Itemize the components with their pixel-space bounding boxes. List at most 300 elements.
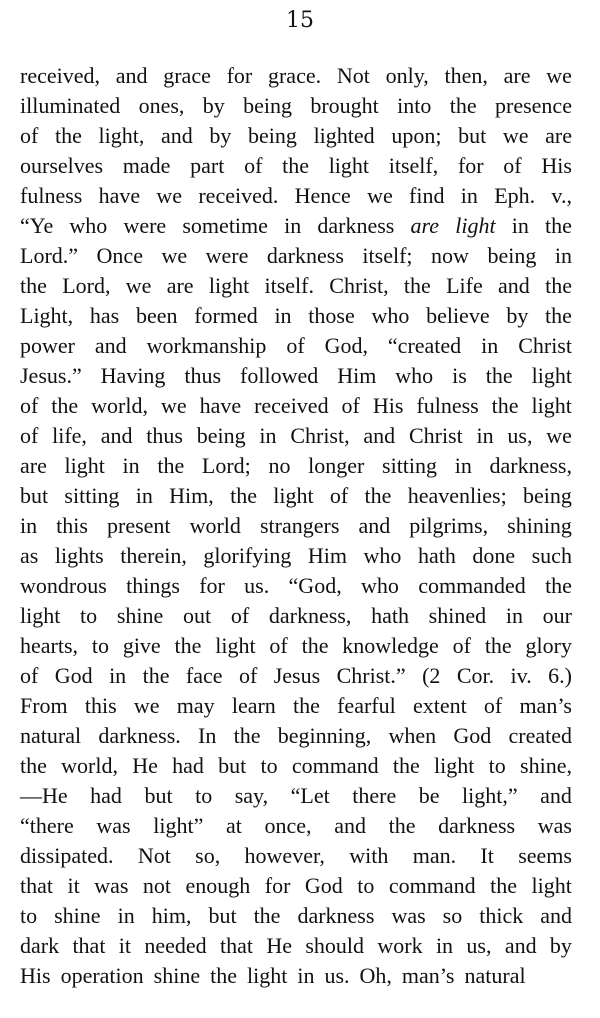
text-line	[20, 121, 572, 151]
word: the	[293, 693, 320, 718]
word: in	[297, 963, 315, 988]
word: are	[20, 453, 47, 478]
word: part	[190, 153, 225, 178]
word: extent	[412, 693, 467, 718]
word: man’s	[401, 963, 455, 988]
word: we	[546, 63, 572, 88]
word: of	[503, 153, 522, 178]
word: the	[491, 393, 519, 418]
word: received.	[198, 183, 279, 208]
word: Life	[446, 273, 483, 298]
word: it	[118, 933, 132, 958]
text-line	[20, 391, 572, 421]
word: power	[20, 333, 75, 358]
word: the	[54, 123, 82, 148]
word: once,	[264, 813, 312, 838]
word: command	[388, 873, 476, 898]
word: and	[94, 333, 127, 358]
word: us,	[466, 933, 492, 958]
word: operation	[60, 963, 144, 988]
word: darkness	[438, 813, 516, 838]
word: for	[226, 63, 253, 88]
word: to	[20, 903, 38, 928]
word: being	[487, 243, 537, 268]
word: the	[301, 633, 329, 658]
word: light	[531, 873, 572, 898]
word: Light,	[20, 303, 74, 328]
word: Lord.”	[20, 243, 79, 268]
word: in	[554, 243, 572, 268]
word: to	[260, 753, 278, 778]
word: light	[434, 753, 475, 778]
word: strangers	[259, 513, 340, 538]
word: Cor.	[456, 663, 495, 688]
word: and	[334, 813, 366, 838]
text-line	[20, 91, 572, 121]
word: world,	[91, 393, 148, 418]
word: so,	[195, 843, 221, 868]
word: Him	[337, 363, 377, 388]
word: Lord;	[201, 453, 251, 478]
word: upon;	[391, 123, 442, 148]
word: thick	[479, 903, 524, 928]
word: God,	[324, 333, 368, 358]
word: of	[452, 633, 471, 658]
word: Eph.	[494, 183, 536, 208]
word: grace	[163, 63, 211, 88]
word: and	[540, 783, 572, 808]
word: glorifying	[203, 543, 292, 568]
word: natural	[464, 963, 526, 988]
word: light	[247, 963, 288, 988]
word: those	[308, 303, 355, 328]
word: darkness.	[98, 723, 181, 748]
text-line	[20, 751, 572, 781]
word: the	[51, 393, 79, 418]
word: in	[460, 183, 478, 208]
text-line	[20, 271, 572, 301]
word: was	[96, 813, 131, 838]
word: man’s	[519, 693, 572, 718]
text-line	[20, 871, 572, 901]
text-line	[20, 241, 572, 271]
word: when	[388, 723, 437, 748]
word: world	[189, 513, 241, 538]
word: have	[98, 183, 141, 208]
text-line	[20, 151, 572, 181]
word: the	[174, 633, 202, 658]
word: “there	[20, 813, 74, 838]
word: fulness	[20, 183, 83, 208]
word: only,	[385, 63, 429, 88]
word: the	[545, 273, 572, 298]
word: heavenlies;	[407, 483, 507, 508]
text-line	[20, 451, 572, 481]
word: beginning,	[277, 723, 372, 748]
word: should	[305, 933, 365, 958]
word: In	[198, 723, 217, 748]
word: pilgrims,	[409, 513, 489, 538]
word: to	[357, 873, 375, 898]
word: were	[123, 213, 167, 238]
word: in	[435, 933, 454, 958]
word: it	[67, 873, 80, 898]
word: illuminated	[20, 93, 121, 118]
word: the	[449, 93, 477, 118]
word: we	[502, 123, 529, 148]
word: of	[20, 123, 39, 148]
text-line	[20, 631, 572, 661]
word: shine	[116, 603, 164, 628]
word: by	[549, 933, 572, 958]
word: light	[215, 633, 256, 658]
word: of	[329, 483, 349, 508]
word: in	[274, 303, 292, 328]
word: light	[64, 453, 105, 478]
word: have	[199, 393, 242, 418]
word: in	[135, 483, 153, 508]
word: lighted	[313, 123, 375, 148]
word: received	[254, 393, 329, 418]
word: Christ	[518, 333, 572, 358]
text-line	[20, 61, 572, 91]
word: His	[541, 153, 572, 178]
word: in	[476, 423, 494, 448]
word: was	[537, 813, 572, 838]
word: the	[20, 753, 47, 778]
word: and	[358, 513, 391, 538]
word: light,”	[462, 783, 518, 808]
word: him,	[151, 903, 192, 928]
text-line	[20, 421, 572, 451]
word: believe	[426, 303, 490, 328]
word: presence	[495, 93, 572, 118]
word: are	[545, 123, 572, 148]
word: no	[268, 453, 291, 478]
word: now	[431, 243, 469, 268]
word: in	[511, 213, 529, 238]
word: not	[142, 873, 172, 898]
word: the	[253, 903, 281, 928]
word: us.	[244, 573, 270, 598]
word: He	[266, 933, 292, 958]
word: us,	[507, 423, 533, 448]
word: but	[458, 123, 487, 148]
word: light,	[98, 123, 145, 148]
word: seems	[518, 843, 572, 868]
word: Christ.”	[336, 663, 406, 688]
word: ones,	[138, 93, 185, 118]
word: light	[20, 603, 61, 628]
word: thus	[146, 423, 183, 448]
word: has	[89, 303, 120, 328]
word: dissipated.	[20, 843, 114, 868]
word: learn	[231, 693, 276, 718]
text-line	[20, 301, 572, 331]
word: was	[391, 903, 426, 928]
word: light	[531, 363, 572, 388]
text-line	[20, 511, 572, 541]
word: Having	[100, 363, 166, 388]
word: and	[160, 123, 193, 148]
word: be	[418, 783, 440, 808]
word: in	[122, 453, 140, 478]
word: His	[372, 393, 404, 418]
text-line	[20, 331, 572, 361]
word: this	[56, 513, 88, 538]
word: for	[457, 153, 484, 178]
word: From	[20, 693, 68, 718]
word: life,	[52, 423, 87, 448]
word: for	[199, 573, 225, 598]
word: darkness,	[489, 453, 572, 478]
text-line	[20, 481, 572, 511]
word: face	[185, 663, 223, 688]
word: we	[367, 183, 393, 208]
word: been	[135, 303, 178, 328]
word: His	[20, 963, 51, 988]
text-line	[20, 901, 572, 931]
word: by	[202, 93, 225, 118]
word: shine	[54, 903, 101, 928]
word: needed	[144, 933, 207, 958]
word: the	[545, 303, 572, 328]
word: but	[208, 903, 237, 928]
word: who	[363, 543, 402, 568]
word: present	[107, 513, 171, 538]
word: who	[371, 303, 410, 328]
word: is	[452, 363, 467, 388]
word: done	[472, 543, 516, 568]
word: Lord,	[62, 273, 111, 298]
word: the	[388, 813, 416, 838]
word: shine	[153, 963, 201, 988]
word: to	[488, 753, 506, 778]
word: itself;	[362, 243, 413, 268]
word: workmanship	[146, 333, 267, 358]
word: the	[545, 573, 572, 598]
word: the	[210, 963, 237, 988]
word: were	[205, 243, 249, 268]
word: “created	[387, 333, 462, 358]
word: to	[80, 603, 98, 628]
word: Hence	[294, 183, 351, 208]
body-text	[20, 61, 572, 991]
word: the	[364, 483, 392, 508]
word: Once	[96, 243, 143, 268]
word: Christ,	[329, 273, 389, 298]
word: of	[20, 663, 39, 688]
word: into	[397, 93, 432, 118]
word: of	[341, 393, 360, 418]
word: world,	[61, 753, 118, 778]
word: commanded	[418, 573, 526, 598]
word: God	[304, 873, 343, 898]
word: light	[328, 153, 370, 178]
word: therein,	[120, 543, 187, 568]
word: enough	[185, 873, 251, 898]
word: in	[117, 903, 135, 928]
word: of	[230, 603, 250, 628]
word: iv.	[510, 663, 532, 688]
word: of	[20, 393, 39, 418]
word: glory	[525, 633, 572, 658]
word: the	[157, 453, 185, 478]
word: of	[269, 633, 288, 658]
word: the	[142, 663, 170, 688]
word: of	[483, 693, 503, 718]
word: of	[20, 423, 39, 448]
word: light	[208, 273, 250, 298]
text-line	[20, 961, 572, 991]
word: being	[248, 123, 297, 148]
word: things	[126, 573, 180, 598]
word: light”	[153, 813, 204, 838]
word: ourselves	[20, 153, 104, 178]
word: however,	[244, 843, 325, 868]
word: of	[238, 663, 258, 688]
word: but	[20, 483, 49, 508]
word: Not	[336, 63, 370, 88]
word: command	[291, 753, 379, 778]
word: being	[196, 423, 246, 448]
word: the	[282, 153, 309, 178]
text-line	[20, 601, 572, 631]
word: and	[498, 273, 530, 298]
word: with	[349, 843, 389, 868]
text-line	[20, 181, 572, 211]
text-line	[20, 931, 572, 961]
word: give	[122, 633, 161, 658]
word: fulness	[416, 393, 479, 418]
text-line	[20, 841, 572, 871]
word: of	[286, 333, 305, 358]
page-number: 15	[286, 8, 314, 33]
word: work	[377, 933, 423, 958]
word: we	[161, 243, 188, 268]
word: itself.	[264, 273, 314, 298]
word: the	[545, 213, 572, 238]
word: shine,	[520, 753, 572, 778]
word: (2	[422, 663, 441, 688]
word: sitting	[382, 453, 438, 478]
word: by	[506, 303, 529, 328]
word: itself,	[388, 153, 439, 178]
word: but	[144, 783, 173, 808]
word: created	[508, 723, 572, 748]
word: such	[531, 543, 572, 568]
word: was	[94, 873, 129, 898]
word: our	[542, 603, 572, 628]
word: the	[230, 483, 257, 508]
word: Oh,	[359, 963, 392, 988]
word: received,	[20, 63, 100, 88]
word: lights	[54, 543, 104, 568]
word: that	[72, 933, 106, 958]
word: darkness	[317, 213, 395, 238]
word: who	[395, 363, 434, 388]
word: darkness,	[268, 603, 352, 628]
word: at	[225, 813, 242, 838]
word: hearts,	[20, 633, 79, 658]
word: light	[273, 483, 314, 508]
word: grace.	[267, 63, 322, 88]
word: hath	[371, 603, 409, 628]
word: He	[132, 753, 158, 778]
word: in	[481, 333, 499, 358]
word: 6.)	[548, 663, 572, 688]
text-line	[20, 211, 572, 241]
word: who	[69, 213, 108, 238]
word: are	[166, 273, 194, 298]
word: we	[160, 393, 187, 418]
word: of	[244, 153, 263, 178]
word: in	[454, 453, 472, 478]
word: the	[485, 363, 513, 388]
text-line	[20, 691, 572, 721]
word: the	[484, 633, 512, 658]
word: fearful	[337, 693, 396, 718]
word: natural	[20, 723, 82, 748]
word: may	[176, 693, 215, 718]
word: Christ	[408, 423, 463, 448]
word: hath	[417, 543, 456, 568]
word: —He	[20, 783, 68, 808]
word: “Ye	[20, 213, 54, 238]
word: in	[259, 423, 277, 448]
word: followed	[240, 363, 319, 388]
word: the	[392, 753, 420, 778]
text-line	[20, 571, 572, 601]
word: shining	[507, 513, 572, 538]
text-line	[20, 721, 572, 751]
word: out	[183, 603, 212, 628]
word: Jesus	[273, 663, 321, 688]
text-line	[20, 781, 572, 811]
word: in	[284, 213, 302, 238]
word: had	[172, 753, 204, 778]
word: Him,	[169, 483, 214, 508]
word: shined	[428, 603, 487, 628]
word: the	[403, 273, 431, 298]
word: v.,	[551, 183, 572, 208]
word: knowledge	[342, 633, 439, 658]
word: darkness	[297, 903, 375, 928]
word: us.	[324, 963, 350, 988]
word: dark	[20, 933, 60, 958]
word: in	[109, 663, 127, 688]
word: find	[409, 183, 445, 208]
word: thus	[184, 363, 222, 388]
word: are	[410, 213, 440, 238]
word: that	[20, 873, 53, 898]
word: Jesus.”	[20, 363, 82, 388]
word: then,	[444, 63, 488, 88]
word: we	[156, 183, 183, 208]
word: for	[264, 873, 291, 898]
word: brought	[310, 93, 379, 118]
word: and	[115, 63, 148, 88]
word: we	[133, 693, 160, 718]
word: so	[442, 903, 463, 928]
word: “Let	[290, 783, 330, 808]
word: man.	[412, 843, 457, 868]
word: Christ,	[290, 423, 350, 448]
word: to	[91, 633, 109, 658]
word: by	[209, 123, 232, 148]
text-line	[20, 361, 572, 391]
word: Him	[307, 543, 348, 568]
